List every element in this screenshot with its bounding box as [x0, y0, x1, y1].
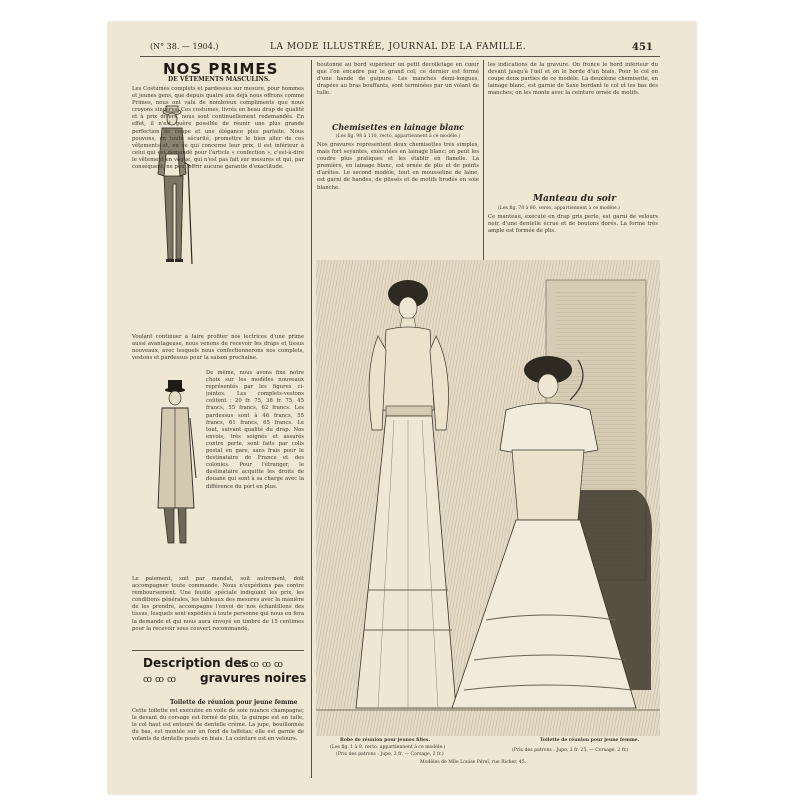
description-title-line2: gravures noires — [200, 671, 307, 685]
ornament-2: ꝏꝏꝏ — [143, 675, 179, 685]
primes-intro-text: Les Costumes complets et pardessus sur mesure, pour hommes et jeunes gens, que depuis quatre ans déjà nous offrons comme Primes, nous ont valu de nombreux compliments que nous croyons sincères. Ces costumes, livrés en beau drap de qualité et à prix divers, nous sont continuellement redemandés. En effet, il n'est guère possible de réunir une plus grande perfection de coupe et une élégance plus parfaite. Nous pouvons, en toute sécurité, promettre le bien aller de ces vêtements et, en ce qui concerne leur prix, il est inférieur à celui qui est demandé pour l'article « confection », c'est-à-dire le vêtement en vogue, qui n'est pas fait sur mesures et qui, par conséquent, ne peut offrir aucune garantie d'exactitude. — [132, 86, 304, 171]
fashion-engraving — [316, 260, 660, 736]
header-rule — [140, 56, 660, 57]
primes-paragraph-3: De même, nous avons fixé notre choix sur les modèles nouveaux représentés par les figures ci-jointes. Les complets-vestons coûtent : 20 fr. 75, 38 fr. 75, 45 francs, 55 francs, 62 francs. Les pardessus sont à 46 francs, 55 francs, 61 francs, 65 francs. Le tout, suivant qualité du drap. Nos envois, très soignés et assurés contre perte, sont faits par colis postal en gare, sans frais pour le destinataire de France et des colonies. Pour l'étranger, le destinataire acquitte les droits de douane qui sont à sa charge avec la différence du port en plus. — [206, 370, 304, 490]
caption-right-title: Toilette de réunion pour jeune femme. — [540, 738, 640, 743]
man-in-overcoat-illustration — [150, 378, 205, 553]
chemisettes-subtitle: (Les fig. 98 à 110, recto, appartiennent à ce modèle.) — [336, 134, 461, 139]
chemisettes-text: Nos gravures représentent deux chemisettes très simples, mais fort seyantes, exécutées en lainage blanc; on peut les coudre plus pratiques et les établir en flanelle. La première, en lainage blanc, est ornée de plis et de points d'arêtes. Le second modèle, tout en mousseline de laine, est garni de bandes, de plissés et de motifs brodés en soie blanche. — [317, 142, 479, 191]
primes-paragraph-4: Le paiement, soit par mandat, soit autrement, doit accompagner toute commande. Nous n'expédions pas contre remboursement. Une feuille spéciale indiquant les prix, les conditions générales, les tableaux des mesures avec la manière de les prendre, accompagne l'envoi de nos échantillons des tissus, lesquels sont expédiés à toute personne qui nous en fera la demande et qui nous aura envoyé un timbre de 15 centimes pour la recevoir sous couvert recommandé. — [132, 576, 304, 632]
caption-right-price: (Prix des patrons : Jupe, 2 fr. 25. — Corsage, 2 fr.) — [512, 748, 629, 753]
manteau-title: Manteau du soir — [533, 194, 616, 204]
description-subtitle: Toilette de réunion pour jeune femme — [170, 699, 298, 706]
manteau-subtitle: (Les fig. 78 à 80, verso, appartiennent à ce modèle.) — [498, 206, 620, 211]
column-divider-3 — [311, 258, 312, 778]
column-divider-2 — [483, 60, 484, 260]
description-title-line1: Description des — [143, 656, 249, 670]
illustration-credit: Modèles de Mlle Louise Pérel, rue Richer, 45. — [420, 760, 527, 765]
right-top-text: les indications de la gravure. On fronce le bord inférieur du devant jusqu'à l'œil et on le borde d'un biais. Pour le col on coupe deux parties de ce modèle. La deuxième chemisette, en lainage blanc, est garnie de Saxe bordant le col et les bas des manches; on les monte avec la ceinture ornée de motifs. — [488, 62, 658, 97]
caption-left-price: (Prix des patrons : Jupe, 2 fr. — Corsage, 2 fr.) — [336, 752, 444, 757]
section-rule — [132, 650, 304, 651]
caption-left-sub: (Les fig. 1 à 9, recto, appartiennent à ce modèle.) — [330, 745, 446, 750]
primes-subtitle: DE VÊTEMENTS MASCULINS. — [168, 76, 271, 83]
chemisettes-title: Chemisettes en lainage blanc — [332, 122, 465, 132]
description-text: Cette toilette est exécutée en voile de soie nuance champagne; le devant du corsage est formé de plis, la guimpe est en tulle, le col haut est entouré de dentelle crème. La jupe, bouillonnée du bas, est montée sur un fond de taffetas; elle est garnie de volants de dentelle posés en biais. La ceinture est en velours. — [132, 708, 304, 743]
caption-left-title: Robe de réunion pour jeunes filles. — [340, 738, 431, 743]
page-number: 451 — [632, 42, 653, 53]
primes-paragraph-2: Voulant continuer à faire profiter nos lectrices d'une prime aussi avantageuse, nous venons de recevoir les draps et tissus nouveaux, avec lesquels nous confectionnerons nos complets, vestons et pardessus pour la saison prochaine. — [132, 334, 304, 362]
journal-title: LA MODE ILLUSTRÉE, JOURNAL DE LA FAMILLE. — [270, 42, 527, 52]
primes-title: NOS PRIMES — [163, 60, 279, 78]
column-divider-1 — [311, 60, 312, 260]
ornament-1: ꝏꝏꝏꝏ — [238, 660, 286, 670]
manteau-text: Ce manteau, exécuté en drap gris perle, est garni de velours noir, d'une dentelle écrue et de boutons dorés. La forme très ample est formée de plis. — [488, 214, 658, 235]
middle-top-text: boutonné au bord supérieur un petit décolletage en cœur que l'on encadre par le grand col; ce dernier est formé d'une bande de guipure. Les manches demi-longues, drapées au bras bouffants, sont terminées par un volant de tulle. — [317, 62, 479, 97]
issue-number: (N° 38. — 1904.) — [150, 42, 219, 51]
